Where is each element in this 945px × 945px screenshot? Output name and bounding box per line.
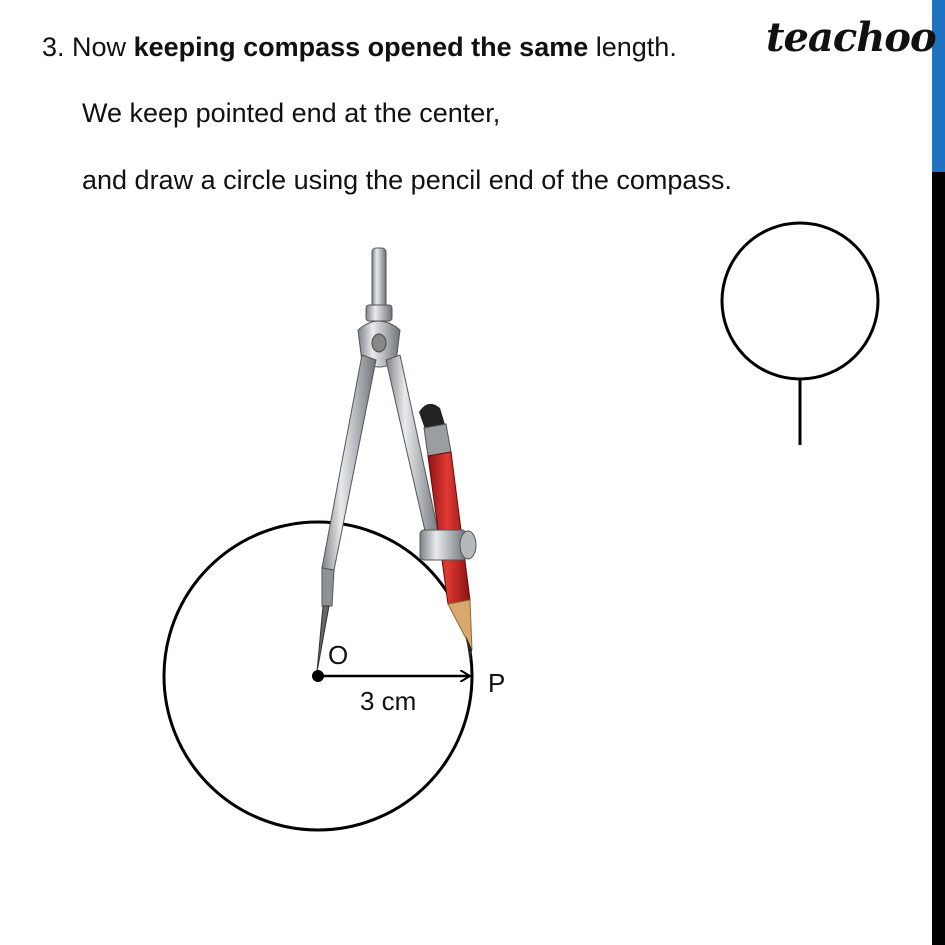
step-number: 3. [42, 32, 65, 62]
circle-pin-icon [722, 223, 878, 445]
point-label: P [488, 668, 506, 698]
instruction-line-2: We keep pointed end at the center, [82, 98, 501, 128]
center-point [312, 670, 324, 682]
center-label: O [328, 640, 349, 670]
step-text-post: length. [595, 32, 677, 62]
step-text-pre: Now [72, 32, 127, 62]
compass-icon [317, 248, 476, 672]
radius-label: 3 cm [360, 686, 417, 716]
teachoo-logo: teachoo [766, 14, 936, 61]
step-text-bold: keeping compass opened the same [133, 32, 589, 62]
instruction-line-3: and draw a circle using the pencil end of the compass. [82, 165, 732, 195]
